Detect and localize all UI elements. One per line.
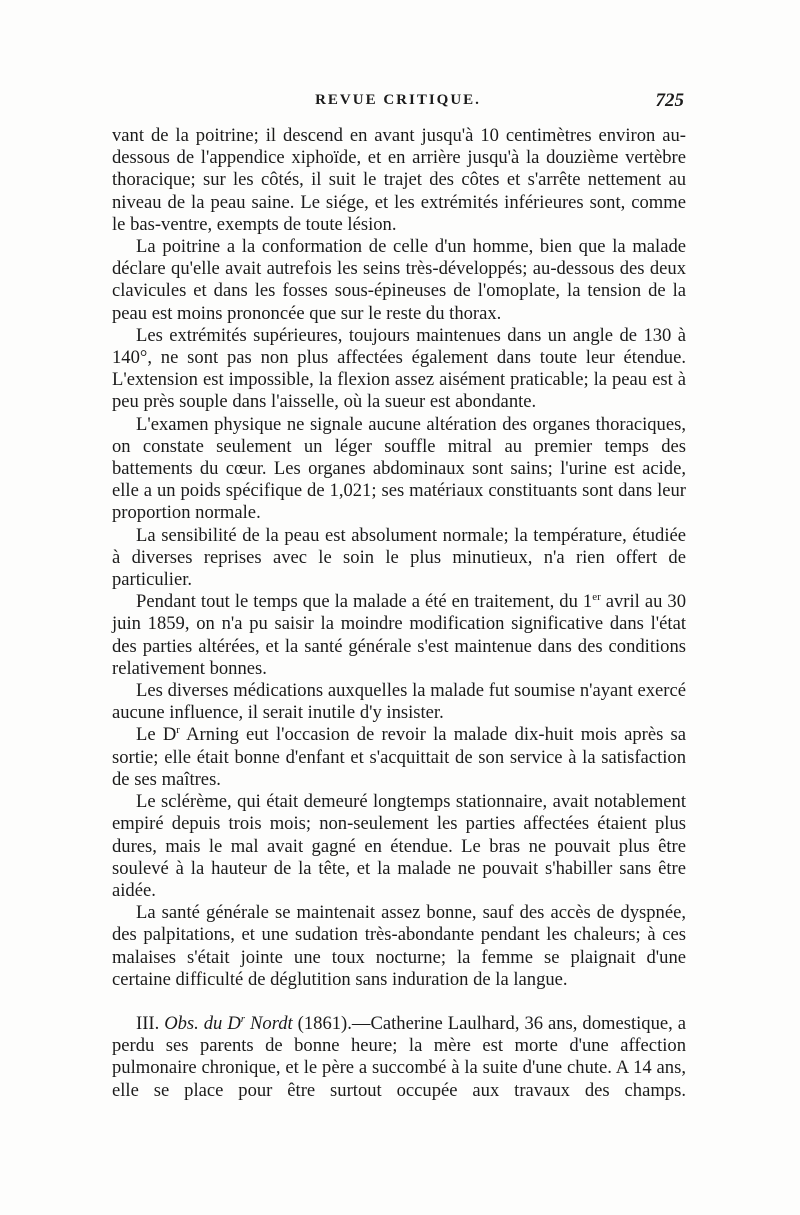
paragraph: La sensibilité de la peau est absolument normale; la température, étudiée à diverses reprises avec le soin le plus minutieux, n'a rien offert de particulier. <box>112 524 686 591</box>
superscript: r <box>240 1012 246 1025</box>
paragraph: Les diverses médications auxquelles la malade fut soumise n'ayant exercé aucune influence, il serait inutile d'y insister. <box>112 680 686 724</box>
page-header <box>112 92 684 116</box>
paragraph: Les extrémités supérieures, toujours maintenues dans un angle de 130 à 140°, ne sont pas non plus affectées également dans toute leur étendue. L'extension est impossible, la flexion assez aisément praticable; la peau est à peu près souple dans l'aisselle, où la sueur est abondante. <box>112 324 686 413</box>
observation-number: III. <box>136 1012 165 1034</box>
body-text <box>112 125 686 1102</box>
observation-title: Obs. du D <box>164 1012 241 1034</box>
page-number: 725 <box>655 90 684 111</box>
paragraph: Le sclérème, qui était demeuré longtemps stationnaire, avait notablement empiré depuis trois mois; non-seulement les parties affectées étaient plus dures, mais le mal avait gagné en étendue. Le bras ne pouvait plus être soulevé à la hauteur de la tête, et la malade ne pouvait s'habiller sans être aidée. <box>112 791 686 901</box>
paragraph: vant de la poitrine; il descend en avant jusqu'à 10 centimètres environ au-dessous de l'appendice xiphoïde, et en arrière jusqu'à la douzième vertèbre thoracique; sur les côtés, il suit le trajet des côtes et s'arrête nettement au niveau de la peau saine. Le siége, et les extrémités inférieures sont, comme le bas-ventre, exempts de toute lésion. <box>112 125 686 235</box>
paragraph: La santé générale se maintenait assez bonne, sauf des accès de dyspnée, des palpitations, et une sudation très-abondante pendant les chaleurs; à ces malaises s'était jointe une toux nocturne; la femme se plaignait d'une certaine difficulté de déglutition sans induration de la langue. <box>112 902 686 990</box>
superscript: r <box>176 724 180 737</box>
text-run: Le D <box>136 724 177 746</box>
text-run: avril au 30 juin 1859, on n'a pu saisir la moindre modification significative dans l'état des parties altérées, et la santé générale s'est maintenue dans des conditions relativement bonnes. <box>112 591 686 679</box>
text-run: Arning eut l'occasion de revoir la malade dix-huit mois après sa sortie; elle était bonne d'enfant et s'acquittait de son service à la satisfaction de ses maîtres. <box>112 724 687 790</box>
observation-author: Nordt <box>245 1012 293 1034</box>
text-run: (1861).—Catherine Laulhard, 36 ans, domestique, a perdu ses parents de bonne heure; la mère est morte d'une affection pulmonaire chronique, et le père a succombé à la suite d'une chute. A 14 ans, elle se place pour être surtout occupée aux travaux des champs. <box>112 1012 686 1101</box>
superscript: er <box>592 591 601 604</box>
observation-paragraph <box>112 1013 686 1102</box>
paragraph: L'examen physique ne signale aucune altération des organes thoraciques, on constate seulement un léger souffle mitral au premier temps des battements du cœur. Les organes abdominaux sont sains; l'urine est acide, elle a un poids spécifique de 1,021; ses matériaux constituants sont dans leur proportion normale. <box>112 413 686 524</box>
paragraph: La poitrine a la conformation de celle d'un homme, bien que la malade déclare qu'elle avait autrefois les seins très-développés; au-dessous des deux clavicules et dans les fosses sous-épineuses de l'omoplate, la tension de la peau est moins prononcée que sur le reste du thorax. <box>112 236 686 324</box>
text-run: Pendant tout le temps que la malade a été en traitement, du 1 <box>136 591 593 613</box>
paragraph <box>112 724 686 791</box>
running-title: REVUE CRITIQUE. <box>315 92 481 108</box>
paragraph <box>112 591 686 680</box>
